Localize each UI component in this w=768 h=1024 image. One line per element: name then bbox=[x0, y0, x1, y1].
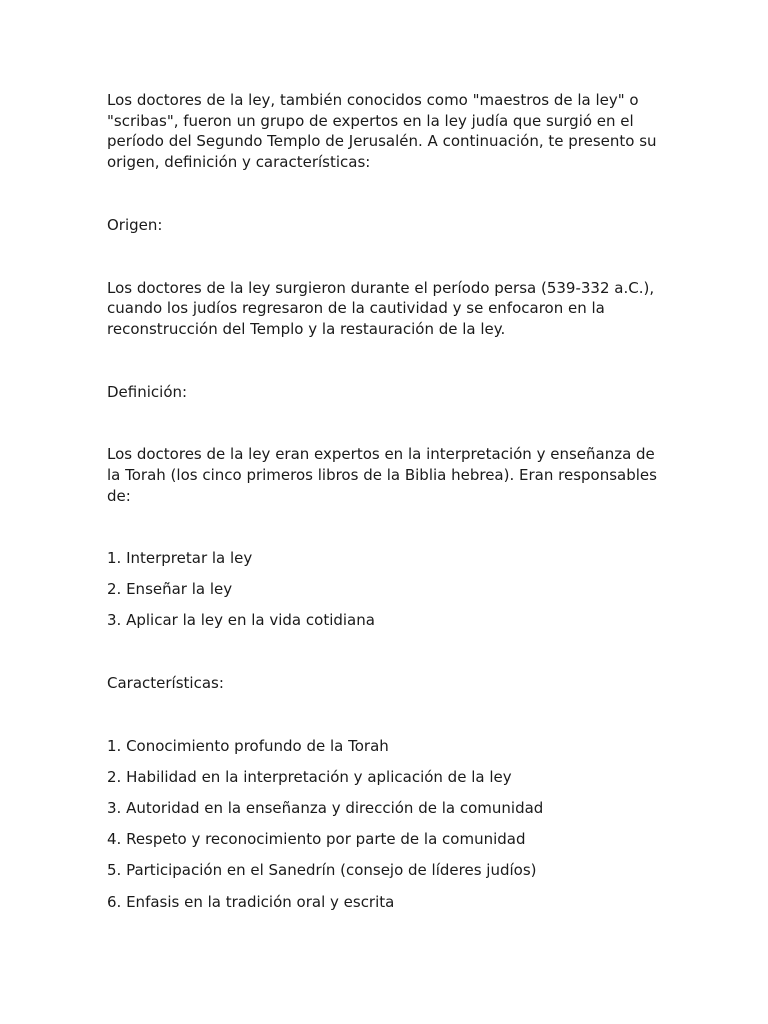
list-item: 2. Habilidad en la interpretación y aplicación de la ley bbox=[107, 767, 512, 786]
list-item: 6. Enfasis en la tradición oral y escrita bbox=[107, 892, 395, 911]
origin-paragraph: Los doctores de la ley surgieron durante el período persa (539-332 a.C.), cuando los judíos regresaron de la cautividad y se enfocaron en la reconstrucción del Templo y la restauración de la ley. bbox=[107, 278, 655, 338]
origin-heading: Origen: bbox=[107, 215, 163, 234]
list-item: 3. Aplicar la ley en la vida cotidiana bbox=[107, 611, 375, 630]
list-item: 1. Interpretar la ley bbox=[107, 549, 253, 568]
definition-paragraph: Los doctores de la ley eran expertos en la interpretación y enseñanza de la Torah (los cinco primeros libros de la Biblia hebrea). Eran responsables de: bbox=[107, 445, 657, 505]
intro-paragraph: Los doctores de la ley, también conocidos como "maestros de la ley" o "scribas", fueron un grupo de expertos en la ley judía que surgió en el período del Segundo Templo de Jerusalén. A continuación, te presento su origen, definición y características: bbox=[107, 91, 657, 172]
document-page bbox=[107, 90, 667, 912]
responsibilities-list bbox=[107, 548, 667, 631]
characteristics-heading: Características: bbox=[107, 674, 224, 693]
list-item: 2. Enseñar la ley bbox=[107, 580, 233, 599]
list-item: 3. Autoridad en la enseñanza y dirección de la comunidad bbox=[107, 798, 544, 817]
definition-heading: Definición: bbox=[107, 382, 188, 401]
list-item: 4. Respeto y reconocimiento por parte de la comunidad bbox=[107, 829, 526, 848]
list-item: 5. Participación en el Sanedrín (consejo de líderes judíos) bbox=[107, 860, 537, 879]
list-item: 1. Conocimiento profundo de la Torah bbox=[107, 736, 389, 755]
characteristics-list bbox=[107, 736, 667, 912]
